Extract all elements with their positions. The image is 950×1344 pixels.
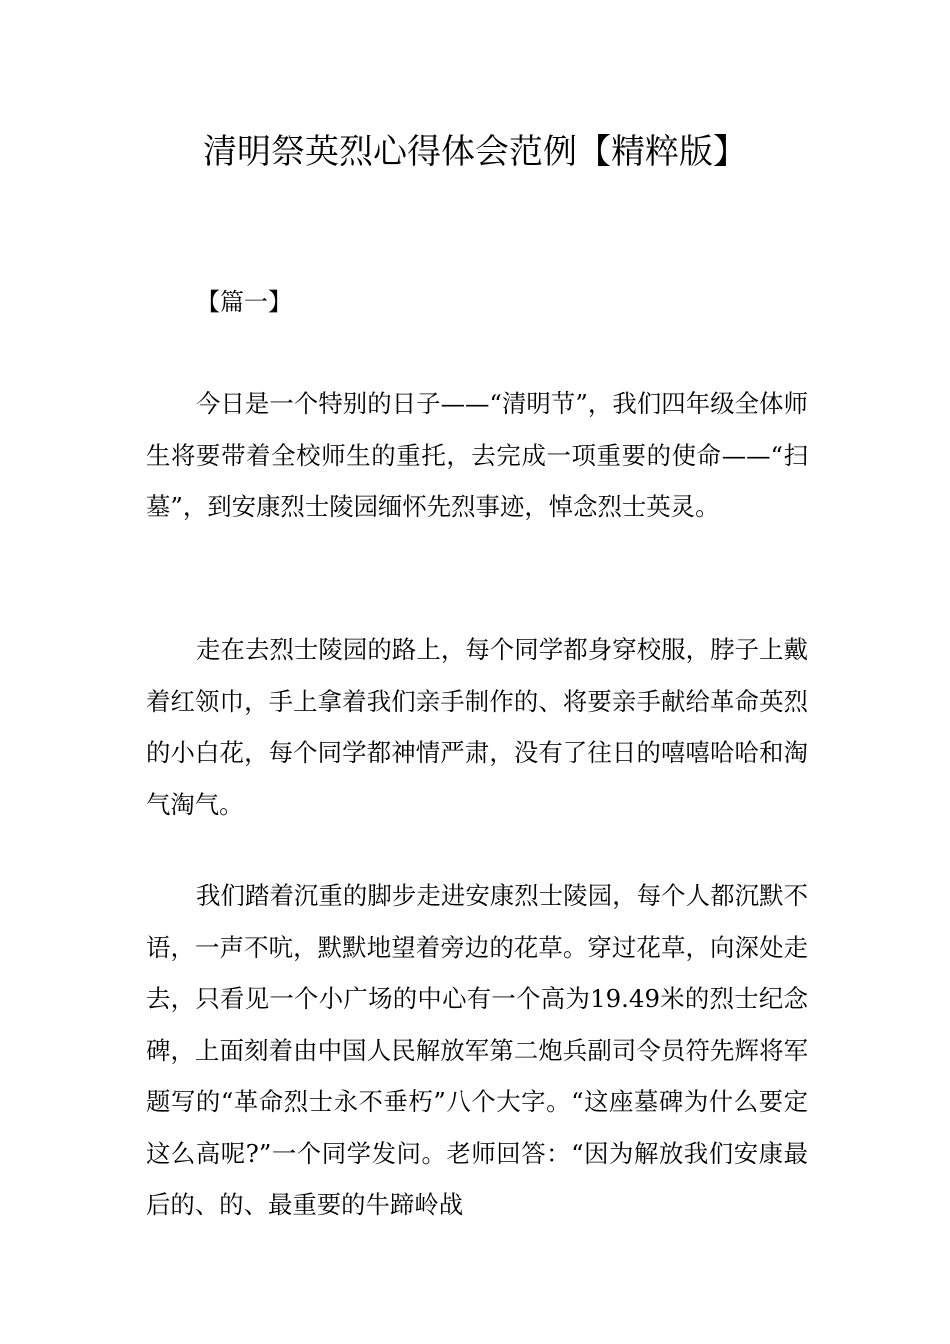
paragraph-2: 走在去烈士陵园的路上，每个同学都身穿校服，脖子上戴着红领巾，手上拿着我们亲手制作的、将要亲手献给革命英烈的小白花，每个同学都神情严肃，没有了往日的嘻嘻哈哈和淘气淘气。: [146, 635, 808, 819]
paragraph-1: 今日是一个特别的日子——“清明节”，我们四年级全体师生将要带着全校师生的重托，去完成一项重要的使命——“扫墓”，到安康烈士陵园缅怀先烈事迹，悼念烈士英灵。: [146, 389, 808, 521]
paragraph-3: 我们踏着沉重的脚步走进安康烈士陵园，每个人都沉默不语，一声不吭，默默地望着旁边的花草。穿过花草，向深处走去，只看见一个小广场的中心有一个高为19.49米的烈士纪念碑，上面刻着由中国人民解放军第二炮兵副司令员符先辉将军题写的“革命烈士永不垂朽”八个大字。“这座墓碑为什么要定这么高呢?”一个同学发问。老师回答：“因为解放我们安康最后的、的、最重要的牛蹄岭战: [146, 881, 808, 1219]
document-title: 清明祭英烈心得体会范例【精粹版】: [203, 132, 747, 172]
section-label: 【篇一】: [196, 288, 292, 316]
